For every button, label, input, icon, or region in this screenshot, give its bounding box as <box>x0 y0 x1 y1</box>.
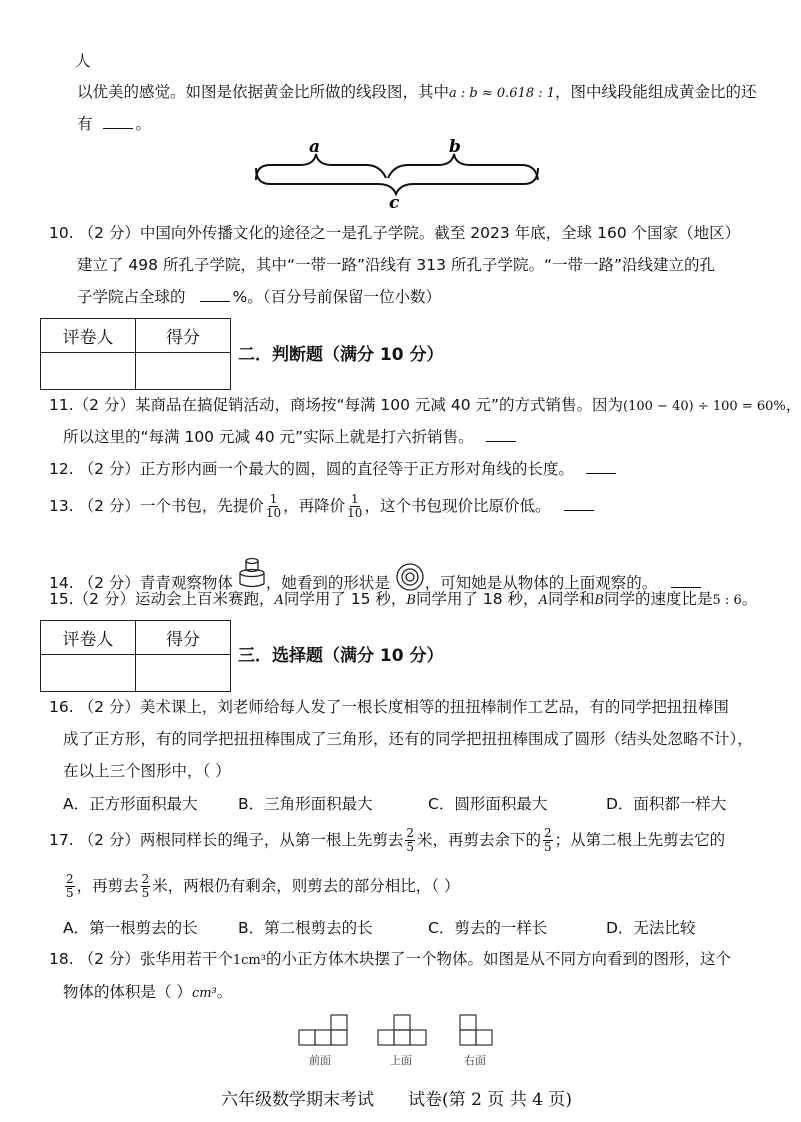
q17-option-c[interactable]: C．剪去的一样长 <box>428 919 548 937</box>
section3-title: 三．选择题（满分 10 分） <box>238 646 444 666</box>
q11-formula: (100 − 40) ÷ 100 = 60% <box>623 399 786 414</box>
frac-den: 10 <box>265 506 282 520</box>
q14-mid: ，她看到的形状是 <box>265 574 390 592</box>
q17-line1-post: ；从第二根上先剪去它的 <box>554 831 726 849</box>
q17-line1 <box>49 824 725 856</box>
q18-line2-end: 。 <box>216 983 233 1001</box>
q16-option-c[interactable]: C．圆形面积最大 <box>428 795 548 813</box>
fraction-two-fifths <box>405 827 415 854</box>
q18-line1-post: 的小正方体木块摆了一个物体。如图是从不同方向看到的图形，这个 <box>265 950 731 968</box>
fraction-two-fifths <box>543 827 553 854</box>
q13-mid: ，再降价 <box>283 497 346 515</box>
q15-p3: 同学用了 18 秒， <box>415 590 539 608</box>
score-cell[interactable] <box>136 353 231 390</box>
student-b: B <box>406 593 416 608</box>
q17-line2-mid: ，再剪去 <box>76 877 139 895</box>
answer-blank[interactable] <box>200 288 230 302</box>
top-view-icon <box>378 1015 426 1045</box>
grader-header: 评卷人 <box>41 621 136 655</box>
q9-line2-end: 。 <box>135 115 152 133</box>
stacked-cylinder-object-icon <box>238 556 266 592</box>
q14-pre: 14. （2 分）青青观察物体 <box>49 574 233 592</box>
q11-line1 <box>49 394 801 418</box>
student-a: A <box>274 593 284 608</box>
q9-line1-pre: 以优美的感觉。如图是依据黄金比所做的线段图，其中 <box>77 83 450 101</box>
right-view-icon <box>460 1015 492 1045</box>
frac-num: 2 <box>406 826 415 840</box>
q15-p2: 同学用了 15 秒， <box>283 590 407 608</box>
fraction-two-fifths <box>65 873 75 900</box>
q15-ratio: 5 : 6 <box>712 593 742 608</box>
q10-line3-post: %。（百分号前保留一位小数） <box>232 288 441 306</box>
q11-line1-pre: 11.（2 分）某商品在搞促销活动，商场按“每满 100 元减 40 元”的方式销售。因为 <box>49 396 624 414</box>
answer-blank[interactable] <box>486 428 516 442</box>
q11-line2 <box>63 426 519 448</box>
score-header: 得分 <box>136 319 231 353</box>
frac-den: 5 <box>544 840 552 854</box>
q10-line1: 10. （2 分）中国向外传播文化的途径之一是孔子学院。截至 2023 年底，全球 160 个国家（地区） <box>49 224 741 242</box>
frac-num: 1 <box>350 492 359 506</box>
q15-line <box>49 588 757 612</box>
q9-line2-text: 有 <box>77 115 93 133</box>
q17-option-b[interactable]: B．第二根剪去的长 <box>238 919 373 937</box>
q13-pre: 13. （2 分）一个书包，先提价 <box>49 497 264 515</box>
q18-line1-pre: 18. （2 分）张华用若干个 <box>49 950 233 968</box>
q11-line1-post: ， <box>785 396 801 414</box>
q12-text: 12. （2 分）正方形内画一个最大的圆，圆的直径等于正方形对角线的长度。 <box>49 460 574 478</box>
segment-brace-lines <box>256 154 538 194</box>
q13-post: ，这个书包现价比原价低。 <box>364 497 551 515</box>
q10-line2: 建立了 498 所孔子学院，其中“一带一路”沿线有 313 所孔子学院。“一带一路”沿线建立的孔 <box>77 256 716 274</box>
q17-line1-mid: 米，再剪去余下的 <box>417 831 542 849</box>
q15-p5: 同学的速度比是 <box>604 590 713 608</box>
answer-blank[interactable] <box>586 460 616 474</box>
q16-option-d[interactable]: D．面积都一样大 <box>606 795 727 813</box>
student-b: B <box>594 593 605 608</box>
frac-num: 2 <box>544 826 552 840</box>
q18-unit: 1cm³ <box>232 953 266 968</box>
q9-line1-post: ，图中线段能组成黄金比的还 <box>555 83 757 101</box>
grader-cell[interactable] <box>41 655 136 692</box>
front-view-icon <box>299 1015 347 1045</box>
q12-line <box>49 458 619 480</box>
frac-num: 2 <box>66 872 74 886</box>
page-footer: 六年级数学期末考试 试卷(第 2 页 共 4 页) <box>221 1090 572 1110</box>
view-label-front: 前面 <box>309 1054 331 1067</box>
q9-line2 <box>77 113 151 135</box>
answer-blank[interactable] <box>564 497 594 511</box>
frac-den: 10 <box>347 506 363 520</box>
q13-line <box>49 490 597 522</box>
q16-line3: 在以上三个图形中，（ ） <box>63 762 231 780</box>
q17-line1-pre: 17. （2 分）两根同样长的绳子，从第一根上先剪去 <box>49 831 404 849</box>
label-b: b <box>449 137 461 157</box>
student-a: A <box>538 593 548 608</box>
q18-line2 <box>63 981 232 1005</box>
frac-num: 1 <box>269 492 278 506</box>
q15-p1: 15.（2 分）运动会上百米赛跑， <box>49 590 275 608</box>
q10-line3 <box>77 286 441 308</box>
grader-header: 评卷人 <box>41 319 136 353</box>
q15-end: 。 <box>741 590 758 608</box>
three-views-diagram <box>295 1012 505 1070</box>
frac-den: 5 <box>141 886 150 900</box>
view-label-top: 上面 <box>390 1054 412 1067</box>
q17-option-a[interactable]: A．第一根剪去的长 <box>63 919 198 937</box>
fraction-one-tenth <box>347 493 362 520</box>
q9-ratio: a : b ≈ 0.618 : 1 <box>449 86 556 101</box>
fraction-one-tenth <box>266 493 281 520</box>
q16-options <box>63 792 753 814</box>
score-table-section3 <box>40 620 231 692</box>
q16-option-b[interactable]: B．三角形面积最大 <box>238 795 373 813</box>
score-table-section2 <box>40 318 231 390</box>
q15-p4: 同学和 <box>547 590 595 608</box>
q18-line1 <box>49 948 731 972</box>
q16-option-a[interactable]: A．正方形面积最大 <box>63 795 198 813</box>
q16-line2: 成了正方形，有的同学把扭扭棒围成了三角形，还有的同学把扭扭棒围成了圆形（结头处忽略不计）， <box>63 730 753 748</box>
label-a: a <box>309 137 321 157</box>
score-cell[interactable] <box>136 655 231 692</box>
grader-cell[interactable] <box>41 353 136 390</box>
q11-line2-text: 所以这里的“每满 100 元减 40 元”实际上就是打六折销售。 <box>63 428 474 446</box>
q17-option-d[interactable]: D．无法比较 <box>606 919 696 937</box>
frac-num: 2 <box>141 872 150 886</box>
fraction-two-fifths <box>141 873 151 900</box>
q9-tail-char: 人 <box>75 52 91 70</box>
frac-den: 5 <box>406 840 415 854</box>
view-label-right: 右面 <box>464 1054 486 1067</box>
q16-line1: 16. （2 分）美术课上，刘老师给每人发了一根长度相等的扭扭棒制作工艺品，有的同学把扭扭棒围 <box>49 698 729 716</box>
frac-den: 5 <box>66 886 74 900</box>
q18-line2-pre: 物体的体积是（ ） <box>63 983 192 1001</box>
q14-post: ，可知她是从物体的上面观察的。 <box>424 574 658 592</box>
answer-blank[interactable] <box>671 574 701 588</box>
q10-line3-pre: 子学院占全球的 <box>77 288 186 306</box>
golden-ratio-brace-diagram <box>248 137 548 213</box>
q17-line2 <box>63 870 459 902</box>
q17-line2-post: 米，两根仍有剩余，则剪去的部分相比，（ ） <box>152 877 460 895</box>
score-header: 得分 <box>136 621 231 655</box>
answer-blank[interactable] <box>103 115 133 129</box>
section2-title: 二．判断题（满分 10 分） <box>238 345 444 365</box>
label-c: c <box>389 193 400 213</box>
q17-options <box>63 916 753 938</box>
q9-line1 <box>77 81 757 105</box>
q18-line2-unit: cm³ <box>191 986 217 1001</box>
